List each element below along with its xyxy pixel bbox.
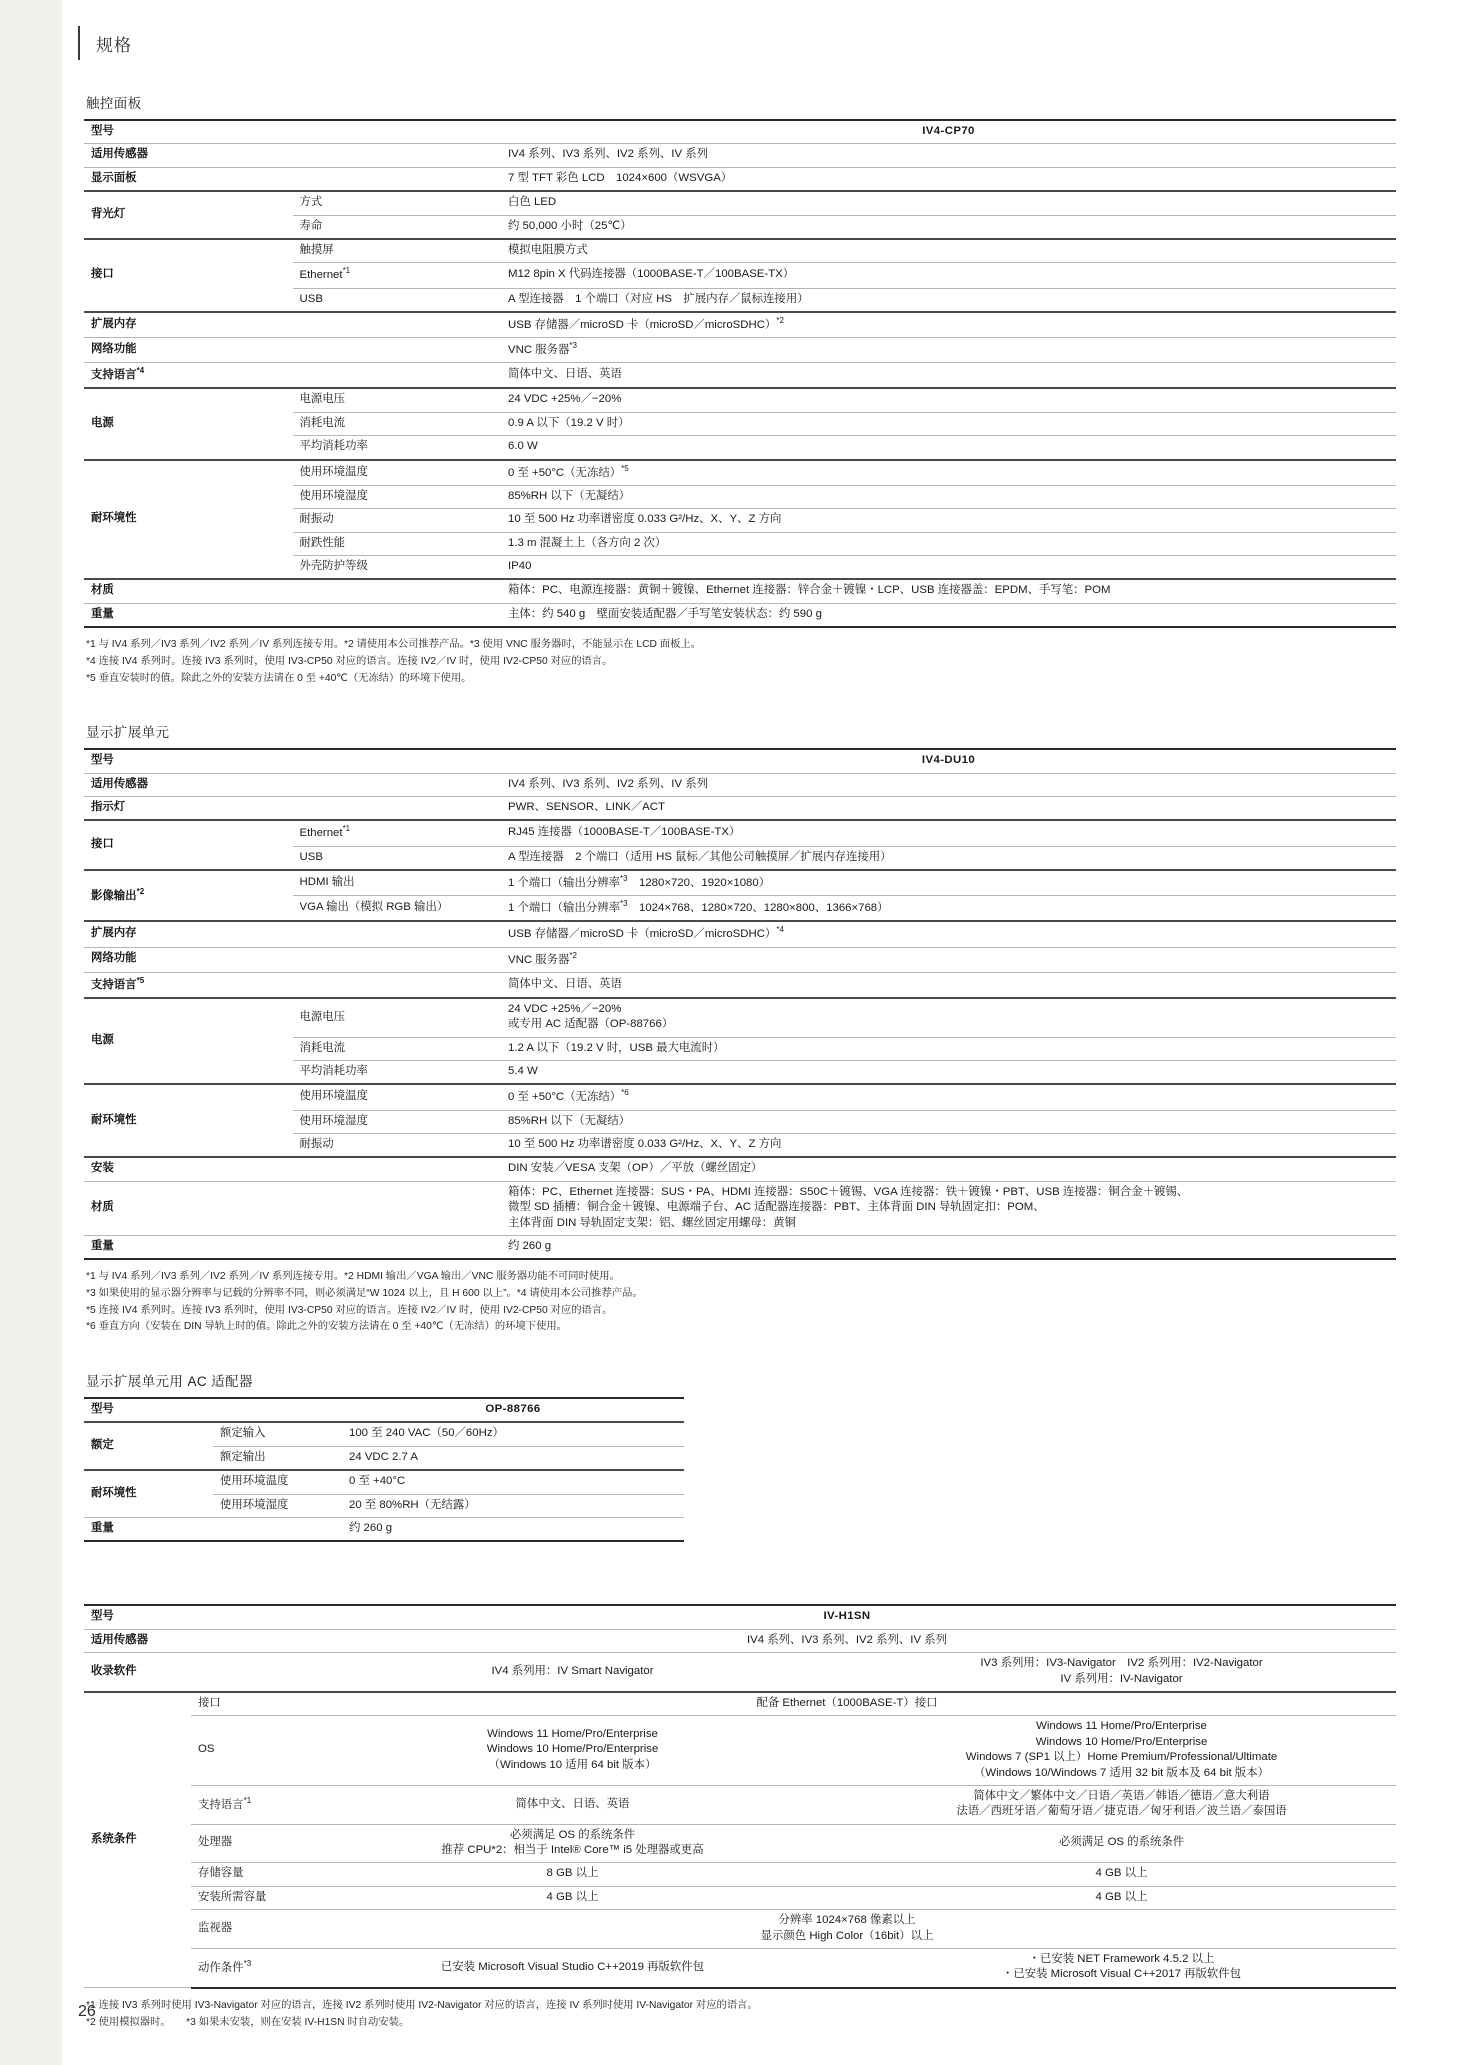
row-value: 1.2 A 以下（19.2 V 时，USB 最大电流时）	[501, 1037, 1396, 1060]
table-row	[84, 388, 1396, 412]
value-line-3: 主体背面 DIN 导轨固定支架：铝、螺丝固定用螺母：黄铜	[508, 1216, 796, 1229]
row-value: 主体：约 540 g 壁面安装适配器／手写笔安装状态：约 590 g	[501, 603, 1396, 627]
group-label-interface: 接口	[84, 239, 293, 312]
row-value: 5.4 W	[501, 1061, 1396, 1085]
value-text: 0 至 +50°C（无冻结）	[508, 466, 622, 479]
row-value: 简体中文、日语、英语	[501, 363, 1396, 389]
row-sublabel: 消耗电流	[293, 1037, 502, 1060]
table-row	[84, 239, 1396, 263]
row-value: 0 至 +40°C	[342, 1470, 684, 1494]
row-label	[84, 972, 501, 998]
table-row	[84, 460, 1396, 486]
group-label-environment: 耐环境性	[84, 1084, 293, 1157]
footnote-line: *4 连接 IV4 系列时。连接 IV3 系列时，使用 IV3-CP50 对应的语言。连接 IV2／IV 时，使用 IV2-CP50 对应的语言。	[86, 655, 613, 667]
row-value	[501, 947, 1396, 972]
row-sublabel: 触摸屏	[293, 239, 502, 263]
model-value: IV-H1SN	[298, 1605, 1396, 1629]
table-row	[84, 1886, 1396, 1909]
row-value: DIN 安装／VESA 支架（OP）／平放（螺丝固定）	[501, 1157, 1396, 1181]
row-value: 10 至 500 Hz 功率谱密度 0.033 G²/Hz、X、Y、Z 方向	[501, 1134, 1396, 1158]
op-right-line-2: ・已安装 Microsoft Visual C++2017 再版软件包	[1001, 1968, 1242, 1981]
spec-table-display-expansion-unit	[84, 748, 1396, 1260]
software-right-line-2: IV 系列用：IV-Navigator	[1060, 1672, 1183, 1685]
row-value: 箱体：PC、电源连接器：黄铜＋镀镍、Ethernet 连接器：锌合金＋镀镍・LCP、USB 连接器盖：EPDM、手写笔：POM	[501, 579, 1396, 603]
page-number: 26	[78, 2003, 96, 2020]
row-sublabel: USB	[293, 288, 502, 312]
sublabel-text: 动作条件	[198, 1961, 244, 1974]
row-value: A 型连接器 2 个端口（适用 HS 鼠标／其他公司触摸屏／扩展内存连接用）	[501, 846, 1396, 870]
row-value: 模拟电阻膜方式	[501, 239, 1396, 263]
footnote-marker: *3	[569, 341, 577, 351]
row-value: 简体中文、日语、英语	[501, 972, 1396, 998]
row-value: M12 8pin X 代码连接器（1000BASE-T／100BASE-TX）	[501, 263, 1396, 288]
footnote-line: *6 垂直方向（安装在 DIN 导轨上时的值。除此之外的安装方法请在 0 至 +40℃（无冻结）的环境下使用。	[86, 1321, 567, 1333]
group-label-rating: 额定	[84, 1422, 213, 1470]
row-sublabel: 耐跌性能	[293, 532, 502, 555]
footnote-marker: *3	[620, 899, 628, 909]
row-sublabel	[191, 1785, 298, 1824]
row-value: 0.9 A 以下（19.2 V 时）	[501, 412, 1396, 435]
row-value: IV4 系列、IV3 系列、IV2 系列、IV 系列	[298, 1629, 1396, 1652]
row-label: 安装	[84, 1157, 501, 1181]
row-value-right	[847, 1785, 1396, 1824]
table-row	[84, 1824, 1396, 1863]
row-value-left	[298, 1716, 847, 1786]
table-row	[84, 1949, 1396, 1988]
table-row	[84, 773, 1396, 796]
footnote-marker: *1	[342, 266, 351, 276]
section-title-ac-adapter: 显示扩展单元用 AC 适配器	[86, 1374, 253, 1390]
table-row	[84, 1181, 1396, 1235]
os-right-line-4: （Windows 10/Windows 7 适用 32 bit 版本及 64 bit 版本）	[974, 1766, 1269, 1779]
table-row	[84, 1470, 684, 1494]
table-row	[84, 1605, 1396, 1629]
row-label: 适用传感器	[84, 1629, 298, 1652]
table-row	[84, 947, 1396, 972]
section-spacer	[84, 1336, 1396, 1370]
footnote-line: *1 与 IV4 系列／IV3 系列／IV2 系列／IV 系列连接专用。*2 请使用本公司推荐产品。*3 使用 VNC 服务器时，不能显示在 LCD 面板上。	[86, 639, 702, 651]
footnote-marker: *4	[136, 366, 145, 376]
row-value: 1.3 m 混凝土上（各方向 2 次）	[501, 532, 1396, 555]
value-text: 1 个端口（输出分辨率	[508, 901, 621, 914]
row-sublabel: 接口	[191, 1692, 298, 1716]
row-value-right	[847, 1824, 1396, 1863]
row-value	[298, 1910, 1396, 1949]
os-left-line-1: Windows 11 Home/Pro/Enterprise	[487, 1728, 658, 1741]
running-header	[78, 26, 132, 60]
page-left-margin-band	[0, 0, 62, 2065]
row-value-right: 4 GB 以上	[847, 1863, 1396, 1886]
row-label: 材质	[84, 1181, 501, 1235]
monitor-line-2: 显示颜色 High Color（16bit）以上	[760, 1929, 934, 1942]
cpu-right-line-1: 必须满足 OS 的系统条件	[1058, 1836, 1185, 1849]
model-label: 型号	[84, 1605, 298, 1629]
row-value-left: 已安装 Microsoft Visual Studio C++2019 再版软件包	[298, 1949, 847, 1988]
os-left-line-2: Windows 10 Home/Pro/Enterprise	[486, 1743, 659, 1756]
row-label	[84, 363, 501, 389]
table-row	[84, 1084, 1396, 1110]
row-sublabel: 使用环境湿度	[293, 1110, 502, 1133]
row-value-left: 4 GB 以上	[298, 1886, 847, 1909]
header-label: 规格	[96, 35, 132, 55]
row-label: 网络功能	[84, 338, 501, 363]
table-row	[84, 1716, 1396, 1786]
table-row	[84, 144, 1396, 167]
row-label: 适用传感器	[84, 144, 501, 167]
row-sublabel: 耐振动	[293, 509, 502, 532]
row-sublabel: 平均消耗功率	[293, 436, 502, 460]
row-value: 7 型 TFT 彩色 LCD 1024×600（WSVGA）	[501, 167, 1396, 191]
row-label-software: 收录软件	[84, 1653, 298, 1692]
footnotes-touch-panel	[86, 637, 1396, 687]
row-sublabel: 使用环境湿度	[213, 1494, 342, 1517]
footnote-marker: *2	[569, 950, 577, 960]
row-label: 扩展内存	[84, 312, 501, 338]
row-label: 扩展内存	[84, 921, 501, 947]
row-label: 重量	[84, 603, 501, 627]
footnote-line: *1 与 IV4 系列／IV3 系列／IV2 系列／IV 系列连接专用。*2 HDMI 输出／VGA 输出／VNC 服务器功能不可同时使用。	[86, 1271, 620, 1283]
row-sublabel: OS	[191, 1716, 298, 1786]
row-label: 网络功能	[84, 947, 501, 972]
label-text: 支持语言	[91, 369, 137, 382]
op-right-line-1: ・已安装 NET Framework 4.5.2 以上	[1028, 1953, 1215, 1966]
table-row	[84, 312, 1396, 338]
value-text: 0 至 +50°C（无冻结）	[508, 1091, 622, 1104]
row-value	[501, 1084, 1396, 1110]
spec-table-ac-adapter	[84, 1397, 684, 1542]
row-value-right: 4 GB 以上	[847, 1886, 1396, 1909]
row-value: 85%RH 以下（无凝结）	[501, 485, 1396, 508]
row-value-left: 8 GB 以上	[298, 1863, 847, 1886]
table-row	[84, 1910, 1396, 1949]
row-value: 100 至 240 VAC（50／60Hz）	[342, 1422, 684, 1446]
footnote-marker: *1	[342, 824, 351, 834]
row-value-left	[298, 1785, 847, 1824]
row-label: 指示灯	[84, 796, 501, 820]
row-value	[501, 921, 1396, 947]
page-content	[84, 92, 1396, 2031]
section-spacer	[84, 1542, 1396, 1604]
footnote-line: *5 连接 IV4 系列时。连接 IV3 系列时，使用 IV3-CP50 对应的语言。连接 IV2／IV 时，使用 IV2-CP50 对应的语言。	[86, 1304, 613, 1316]
table-row	[84, 1863, 1396, 1886]
model-label: 型号	[84, 749, 501, 773]
model-value: OP-88766	[342, 1398, 684, 1422]
model-value: IV4-CP70	[501, 120, 1396, 144]
value-text: USB 存储器／microSD 卡（microSD／microSDHC）	[508, 318, 777, 331]
table-row	[84, 1422, 684, 1446]
row-sublabel: 平均消耗功率	[293, 1061, 502, 1085]
label-text: 影像输出	[91, 889, 137, 902]
row-value: 白色 LED	[501, 191, 1396, 215]
table-row	[84, 363, 1396, 389]
spec-table-iv-h1sn	[84, 1604, 1396, 1988]
table-row	[84, 1157, 1396, 1181]
footnote-marker: *1	[243, 1795, 252, 1805]
row-sublabel: 安装所需容量	[191, 1886, 298, 1909]
row-value: 约 260 g	[501, 1235, 1396, 1259]
table-row	[84, 870, 1396, 896]
row-label: 重量	[84, 1235, 501, 1259]
lang-right-line-2: 法语／西班牙语／葡萄牙语／捷克语／匈牙利语／波兰语／泰国语	[956, 1805, 1287, 1818]
footnote-line: *3 如果使用的显示器分辨率与记载的分辨率不同，则必须满足“W 1024 以上，且 H 600 以上”。*4 请使用本公司推荐产品。	[86, 1288, 643, 1300]
footnote-marker: *2	[136, 886, 145, 896]
row-value	[501, 998, 1396, 1037]
value-text: USB 存储器／microSD 卡（microSD／microSDHC）	[508, 928, 777, 941]
value-text: VNC 服务器	[508, 343, 570, 356]
group-label-interface: 接口	[84, 820, 293, 870]
table-row	[84, 338, 1396, 363]
os-right-line-1: Windows 11 Home/Pro/Enterprise	[1036, 1720, 1207, 1733]
row-value: 10 至 500 Hz 功率谱密度 0.033 G²/Hz、X、Y、Z 方向	[501, 509, 1396, 532]
model-label: 型号	[84, 1398, 342, 1422]
footnote-marker: *5	[621, 463, 629, 473]
sublabel-text: Ethernet	[299, 827, 343, 840]
row-value	[501, 896, 1396, 922]
group-label-environment: 耐环境性	[84, 1470, 213, 1517]
row-value: A 型连接器 1 个端口（对应 HS 扩展内存／鼠标连接用）	[501, 288, 1396, 312]
section-spacer	[84, 687, 1396, 721]
table-row	[84, 1653, 1396, 1692]
row-sublabel: 寿命	[293, 215, 502, 239]
os-left-line-3: （Windows 10 适用 64 bit 版本）	[488, 1758, 657, 1771]
table-row	[84, 1235, 1396, 1259]
row-value: 85%RH 以下（无凝结）	[501, 1110, 1396, 1133]
label-text: 支持语言	[91, 978, 137, 991]
row-value-right	[847, 1949, 1396, 1988]
cpu-left-line-2: 推荐 CPU*2：相当于 Intel® Core™ i5 处理器或更高	[441, 1844, 704, 1857]
sublabel-text: Ethernet	[299, 269, 343, 282]
lang-right-line-1: 简体中文／繁体中文／日语／英语／韩语／德语／意大利语	[973, 1789, 1270, 1802]
os-right-line-3: Windows 7 (SP1 以上）Home Premium/Professional/Ultimate	[965, 1751, 1278, 1764]
footnote-line: *2 使用模拟器时。 *3 如果未安装，则在安装 IV-H1SN 时自动安装。	[86, 2016, 410, 2028]
footnotes-iv-h1sn	[86, 1998, 1396, 2031]
table-row	[84, 1629, 1396, 1652]
row-sublabel: USB	[293, 846, 502, 870]
group-label-backlight: 背光灯	[84, 191, 293, 239]
cpu-left-line-1: 必须满足 OS 的系统条件	[509, 1828, 636, 1841]
spec-table-touch-panel	[84, 119, 1396, 628]
row-sublabel: 存储容量	[191, 1863, 298, 1886]
row-sublabel: 使用环境温度	[293, 460, 502, 486]
row-sublabel: 电源电压	[293, 388, 502, 412]
row-sublabel	[293, 820, 502, 846]
table-row	[84, 972, 1396, 998]
footnote-marker: *3	[243, 1958, 252, 1968]
value-line-2: 微型 SD 插槽：铜合金＋镀镍、电源端子台、AC 适配器连接器：PBT、主体背面 DIN 导轨固定扣：POM、	[508, 1201, 1045, 1214]
row-sublabel: 使用环境温度	[213, 1470, 342, 1494]
monitor-line-1: 分辨率 1024×768 像素以上	[778, 1914, 916, 1927]
row-value: PWR、SENSOR、LINK／ACT	[501, 796, 1396, 820]
row-value	[501, 870, 1396, 896]
table-row	[84, 1692, 1396, 1716]
footnote-marker: *6	[621, 1088, 629, 1098]
table-row	[84, 796, 1396, 820]
table-row	[84, 1398, 684, 1422]
row-sublabel: 监视器	[191, 1910, 298, 1949]
row-value: 约 260 g	[342, 1518, 684, 1542]
row-value	[501, 460, 1396, 486]
row-sublabel	[191, 1949, 298, 1988]
os-right-line-2: Windows 10 Home/Pro/Enterprise	[1035, 1735, 1208, 1748]
footnote-marker: *5	[136, 975, 145, 985]
footnotes-display-expansion-unit	[86, 1269, 1396, 1336]
software-value-left: IV4 系列用：IV Smart Navigator	[298, 1653, 847, 1692]
row-sublabel: 耐振动	[293, 1134, 502, 1158]
row-sublabel: 外壳防护等级	[293, 556, 502, 580]
row-sublabel	[293, 263, 502, 288]
row-value	[501, 338, 1396, 363]
footnote-marker: *4	[776, 925, 784, 935]
table-row	[84, 579, 1396, 603]
row-value: 6.0 W	[501, 436, 1396, 460]
row-sublabel: HDMI 输出	[293, 870, 502, 896]
row-value	[501, 1181, 1396, 1235]
row-sublabel: 处理器	[191, 1824, 298, 1863]
sublabel-text: 支持语言	[198, 1798, 244, 1811]
lang-left-line-1: 简体中文、日语、英语	[515, 1797, 630, 1810]
row-value: IP40	[501, 556, 1396, 580]
table-row	[84, 1518, 684, 1542]
software-right-line-1: IV3 系列用：IV3-Navigator IV2 系列用：IV2-Navigator	[980, 1657, 1263, 1670]
row-sublabel: 使用环境湿度	[293, 485, 502, 508]
row-label: 材质	[84, 579, 501, 603]
row-value	[501, 312, 1396, 338]
row-sublabel: VGA 输出（模拟 RGB 输出）	[293, 896, 502, 922]
row-sublabel: 电源电压	[293, 998, 502, 1037]
row-value: IV4 系列、IV3 系列、IV2 系列、IV 系列	[501, 144, 1396, 167]
row-sublabel: 额定输出	[213, 1446, 342, 1470]
table-row	[84, 1785, 1396, 1824]
row-sublabel: 额定输入	[213, 1422, 342, 1446]
row-value: 24 VDC 2.7 A	[342, 1446, 684, 1470]
row-label: 显示面板	[84, 167, 501, 191]
value-text: VNC 服务器	[508, 953, 570, 966]
row-value: 20 至 80%RH（无结露）	[342, 1494, 684, 1517]
value-text-cont: 1024×768、1280×720、1280×800、1366×768）	[627, 901, 889, 914]
table-row	[84, 998, 1396, 1037]
footnote-line: *5 垂直安装时的值。除此之外的安装方法请在 0 至 +40℃（无冻结）的环境下使用。	[86, 672, 472, 684]
table-row	[84, 191, 1396, 215]
row-sublabel: 消耗电流	[293, 412, 502, 435]
group-label-video-output	[84, 870, 293, 921]
footnote-marker: *2	[776, 315, 784, 325]
section-title-touch-panel: 触控面板	[86, 96, 142, 111]
value-text-cont: 1280×720、1920×1080）	[627, 876, 771, 889]
row-value: IV4 系列、IV3 系列、IV2 系列、IV 系列	[501, 773, 1396, 796]
model-label: 型号	[84, 120, 501, 144]
section-title-display-expansion-unit: 显示扩展单元	[86, 725, 170, 741]
group-label-environment: 耐环境性	[84, 460, 293, 580]
row-value-right	[847, 1716, 1396, 1786]
table-row	[84, 120, 1396, 144]
table-row	[84, 820, 1396, 846]
row-value: 配备 Ethernet（1000BASE-T）接口	[298, 1692, 1396, 1716]
value-line-2: 或专用 AC 适配器（OP-88766）	[508, 1018, 674, 1031]
table-row	[84, 749, 1396, 773]
value-line-1: 箱体：PC、Ethernet 连接器：SUS・PA、HDMI 连接器：S50C＋镀锡、VGA 连接器：铁＋镀镍・PBT、USB 连接器：铜合金＋镀锡、	[508, 1185, 1189, 1198]
row-value: RJ45 连接器（1000BASE-T／100BASE-TX）	[501, 820, 1396, 846]
value-text: 1 个端口（输出分辨率	[508, 876, 621, 889]
group-label-system-conditions: 系统条件	[84, 1692, 191, 1988]
row-value: 24 VDC +25%／−20%	[501, 388, 1396, 412]
row-sublabel: 使用环境温度	[293, 1084, 502, 1110]
row-label: 重量	[84, 1518, 342, 1542]
table-row	[84, 603, 1396, 627]
value-line-1: 24 VDC +25%／−20%	[508, 1002, 622, 1015]
group-label-power: 电源	[84, 998, 293, 1085]
footnote-line: *1 连接 IV3 系列时使用 IV3-Navigator 对应的语言，连接 IV2 系列时使用 IV2-Navigator 对应的语言，连接 IV 系列时使用 IV-Navigator 对应的语言。	[86, 1999, 758, 2011]
row-sublabel: 方式	[293, 191, 502, 215]
software-value-right	[847, 1653, 1396, 1692]
row-label: 适用传感器	[84, 773, 501, 796]
footnote-marker: *3	[620, 873, 628, 883]
header-rule	[78, 26, 80, 60]
model-value: IV4-DU10	[501, 749, 1396, 773]
row-value-left	[298, 1824, 847, 1863]
row-value: 约 50,000 小时（25℃）	[501, 215, 1396, 239]
group-label-power: 电源	[84, 388, 293, 459]
table-row	[84, 167, 1396, 191]
table-row	[84, 921, 1396, 947]
